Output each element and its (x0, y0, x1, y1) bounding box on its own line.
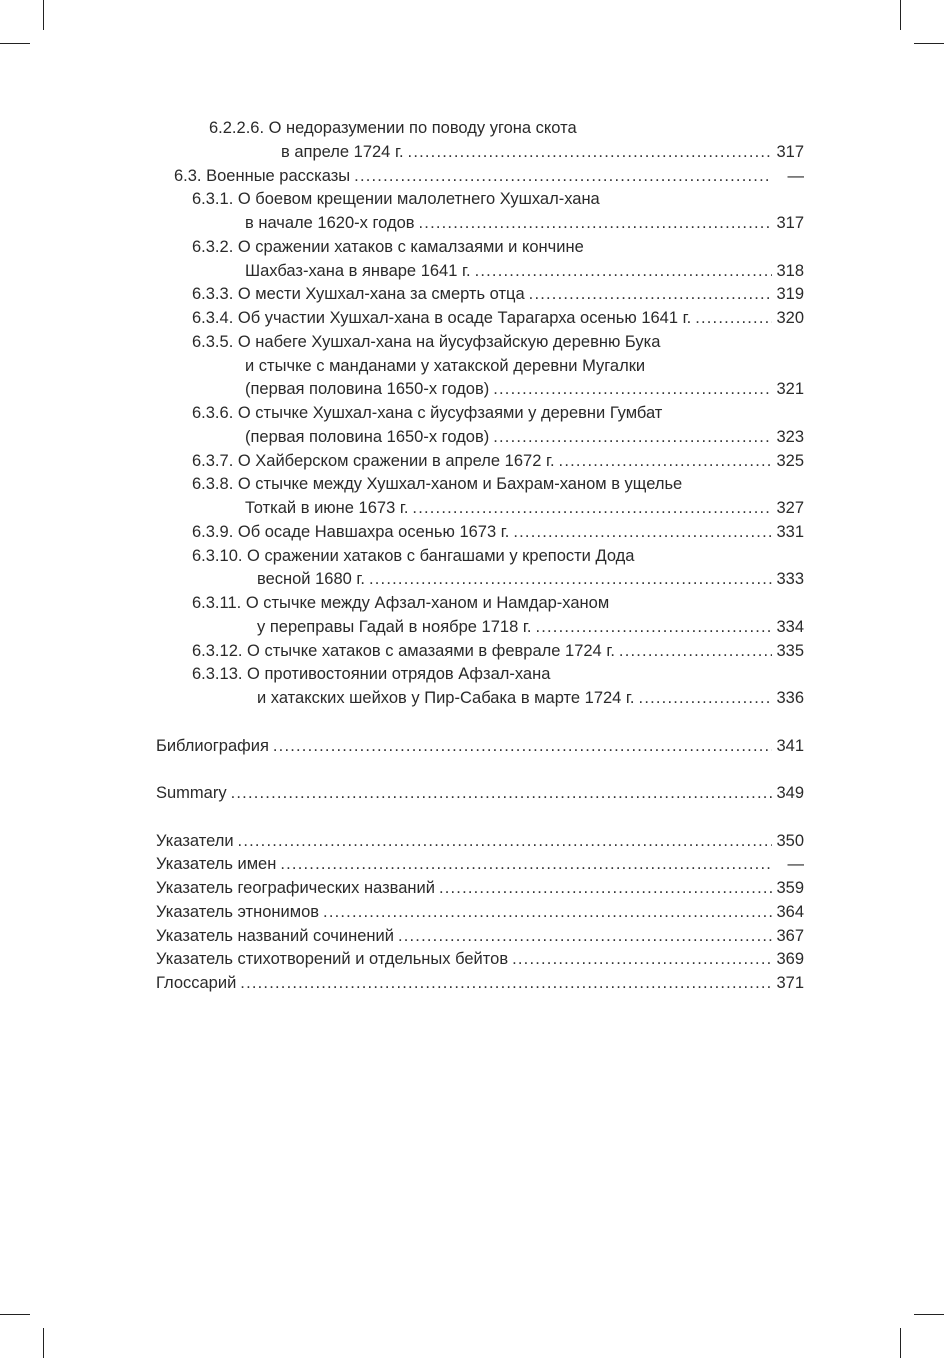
dot-leader (529, 283, 772, 307)
toc-entry-page: 349 (776, 784, 804, 802)
crop-mark (43, 0, 44, 30)
toc-entry-title: 6.3.4. Об участии Хушхал-хана в осаде Тарагарха осенью 1641 г. (192, 309, 692, 327)
toc-entry-title: 6.3.12. О стычке хатаков с амазаями в феврале 1724 г. (192, 641, 615, 660)
toc-entry-title: 6.3.2. О сражении хатаков с камалзаями и кончине (192, 237, 584, 256)
toc-entry (0, 830, 804, 854)
toc-entry-title: 6.2.2.6. О недоразумении по поводу угона скота (209, 119, 577, 137)
toc-entry-title: 6.3.11. О стычке между Афзал-ханом и Намдар-ханом (192, 594, 610, 612)
toc-entry-title: у переправы Гадай в ноябре 1718 г. (257, 617, 532, 636)
toc-entry (0, 450, 804, 474)
dot-leader (354, 165, 772, 189)
spacer (0, 758, 804, 782)
toc-entry-page: 333 (776, 570, 804, 589)
dot-leader (439, 877, 772, 901)
toc-entry-title: 6.3.8. О стычке между Хушхал-ханом и Бахрам-ханом в ущелье (192, 475, 683, 494)
dot-leader (619, 640, 772, 664)
toc-entry-title: весной 1680 г. (257, 570, 365, 589)
toc-entry (0, 545, 804, 569)
toc-entry-title: 6.3.9. Об осаде Навшахра осенью 1673 г. (192, 522, 510, 541)
toc-entry (0, 378, 804, 402)
toc-entry-page: 321 (776, 380, 804, 399)
spacer (0, 711, 804, 735)
toc-entry (0, 402, 804, 426)
toc-entry-title: (первая половина 1650-х годов) (245, 380, 490, 399)
toc-entry-page: 350 (776, 831, 804, 850)
toc-entry-title: Тоткай в июне 1673 г. (245, 499, 409, 517)
toc-entry-title: Указатель имен (156, 855, 277, 874)
toc-entry (0, 640, 804, 664)
toc-entry-title: (первая половина 1650-х годов) (245, 427, 490, 446)
toc-entry-title: и стычке с манданами у хатакской деревни Мугалки (245, 356, 646, 375)
toc-entry (0, 877, 804, 901)
toc-entry (0, 782, 804, 806)
toc-entry-page: 334 (776, 617, 804, 636)
toc-entry (0, 592, 804, 616)
toc-entry (0, 426, 804, 450)
dot-leader (695, 307, 772, 331)
toc-entry-title: Шахбаз-хана в январе 1641 г. (245, 261, 471, 280)
toc-entry (0, 307, 804, 331)
toc-entry-page: 317 (776, 214, 804, 232)
toc-entry (0, 663, 804, 687)
toc-entry (0, 331, 804, 355)
toc-entry-title: Указатель этнонимов (156, 902, 320, 921)
toc-entry-title: 6.3.10. О сражении хатаков с бангашами у крепости Дода (192, 546, 635, 565)
toc-entry-page: 367 (776, 926, 804, 945)
toc-entry (0, 355, 804, 379)
toc-entry-page: 320 (776, 309, 804, 327)
dot-leader (513, 521, 772, 545)
toc-entry (0, 497, 804, 521)
crop-mark (43, 1328, 44, 1358)
toc-entry-page: 318 (776, 261, 804, 280)
toc-entry-title: Указатели (156, 831, 234, 850)
toc-entry-title: в начале 1620-х годов (245, 214, 415, 232)
toc-entry (0, 260, 804, 284)
toc-entry (0, 616, 804, 640)
dot-leader (493, 378, 772, 402)
dot-leader (280, 853, 772, 877)
toc-entry-page: 325 (776, 451, 804, 470)
toc-entry-title: 6.3.13. О противостоянии отрядов Афзал-хана (192, 665, 551, 684)
toc-entry-page: 336 (776, 689, 804, 707)
dot-leader (475, 260, 772, 284)
toc-entry (0, 117, 804, 141)
dot-leader (559, 450, 772, 474)
toc-entry (0, 165, 804, 189)
toc-entry-page: — (787, 166, 804, 185)
toc-entry (0, 687, 804, 711)
dot-leader (273, 735, 772, 759)
toc-entry (0, 972, 804, 996)
toc-entry-title: 6.3.1. О боевом крещении малолетнего Хушхал-хана (192, 190, 600, 209)
crop-mark (900, 0, 901, 30)
toc-entry (0, 521, 804, 545)
toc-entry-page: 323 (776, 427, 804, 446)
toc-entry-page: 359 (776, 879, 804, 897)
toc-entry (0, 236, 804, 260)
toc-entry-title: 6.3. Военные рассказы (174, 166, 351, 185)
toc-entry-page: 335 (776, 641, 804, 660)
toc-entry-title: Указатель географических названий (156, 879, 435, 897)
toc-entry-title: и хатакских шейхов у Пир-Сабака в марте 1724 г. (257, 689, 635, 707)
toc-entry-page: 327 (776, 499, 804, 517)
toc-entry (0, 568, 804, 592)
dot-leader (535, 616, 772, 640)
toc-entry-page: 341 (776, 736, 804, 755)
toc-entry-title: 6.3.7. О Хайберском сражении в апреле 1672 г. (192, 451, 555, 470)
toc-entry-title: Указатель стихотворений и отдельных бейтов (156, 950, 509, 969)
table-of-contents (0, 117, 804, 996)
toc-entry-title: Библиография (156, 736, 269, 755)
toc-entry-title: 6.3.3. О мести Хушхал-хана за смерть отца (192, 285, 525, 304)
crop-mark (0, 1314, 30, 1315)
toc-entry (0, 212, 804, 236)
toc-entry-title: в апреле 1724 г. (281, 142, 404, 161)
dot-leader (493, 426, 772, 450)
toc-entry-title: Глоссарий (156, 974, 237, 992)
toc-entry-page: 371 (776, 974, 804, 992)
toc-entry-title: 6.3.6. О стычке Хушхал-хана с йусуфзаями у деревни Гумбат (192, 404, 663, 422)
dot-leader (412, 497, 772, 521)
dot-leader (323, 901, 772, 925)
dot-leader (408, 141, 772, 165)
toc-entry (0, 141, 804, 165)
dot-leader (369, 568, 772, 592)
dot-leader (398, 925, 772, 949)
toc-entry-page: 369 (776, 950, 804, 969)
toc-entry (0, 473, 804, 497)
dot-leader (240, 972, 772, 996)
toc-entry (0, 925, 804, 949)
dot-leader (419, 212, 772, 236)
toc-entry-page: 317 (776, 142, 804, 161)
toc-entry-page: 319 (776, 285, 804, 304)
dot-leader (639, 687, 772, 711)
toc-entry-page: 364 (776, 902, 804, 921)
toc-entry-title: Указатель названий сочинений (156, 926, 394, 945)
dot-leader (512, 948, 772, 972)
dot-leader (238, 830, 772, 854)
toc-entry (0, 188, 804, 212)
toc-entry-title: Summary (156, 784, 227, 802)
spacer (0, 806, 804, 830)
toc-entry (0, 283, 804, 307)
toc-entry (0, 901, 804, 925)
crop-mark (914, 43, 944, 44)
toc-entry-page: 331 (776, 522, 804, 541)
dot-leader (231, 782, 772, 806)
toc-entry-page: — (787, 855, 804, 874)
crop-mark (914, 1314, 944, 1315)
toc-entry-title: 6.3.5. О набеге Хушхал-хана на йусуфзайскую деревню Бука (192, 332, 661, 351)
crop-mark (900, 1328, 901, 1358)
toc-entry (0, 853, 804, 877)
toc-entry (0, 948, 804, 972)
crop-mark (0, 43, 30, 44)
toc-entry (0, 735, 804, 759)
